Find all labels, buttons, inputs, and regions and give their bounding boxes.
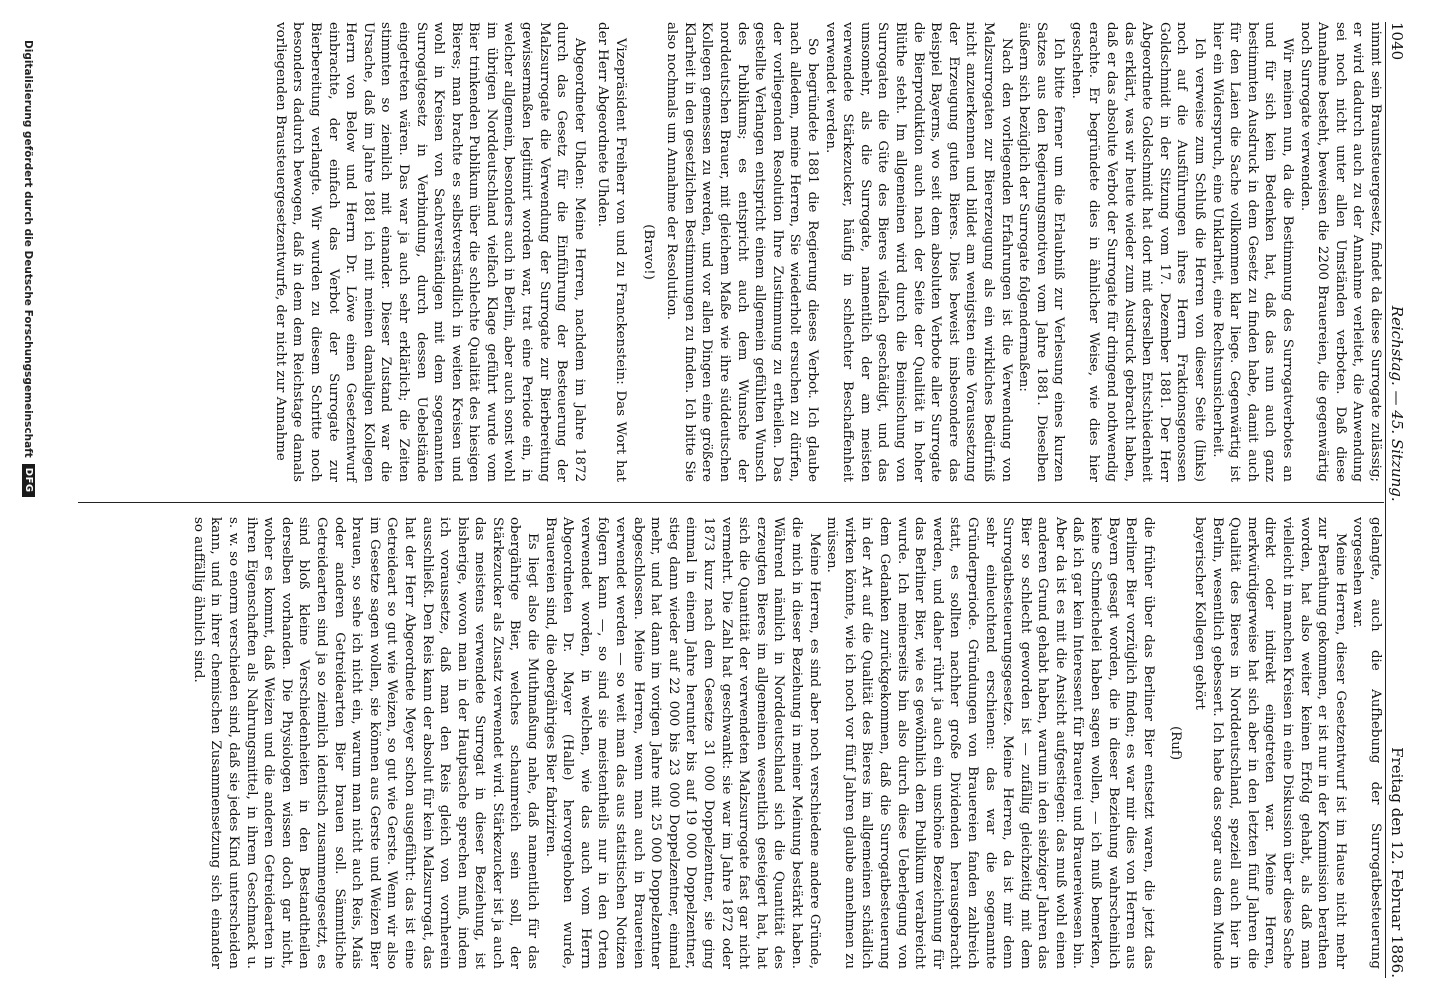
paragraph: Ich bitte ferner um die Erlaubniß zur Verlesung eines kurzen Satzes aus den Regierungsmotiven vom Jahre 1881. Dieselben äußern sich bezüglich der Surrogate folgendermaßen: — [1016, 22, 1067, 482]
paragraph: (Ruf) — [1168, 725, 1184, 761]
dfg-logo: DFG — [22, 464, 35, 497]
paragraph: Abgeordneter Uhden: Meine Herren, nachdem im Jahre 1872 durch das Gesetz für die Einführung der Besteuerung der Malzsurrogate die Verwendung der Surrogate zur Bierbereitung gewissermaßen legitimirt worden war, trat eine Periode ein, in welcher allgemein, besonders auch in Berlin, aber auch sonst wohl im übrigen Norddeutschland vielfach Klage geführt wurde vom Bier trinkenden Publikum über die schlechte Qualität des hiesigen Bieres; man brachte es selbstverständlich in weiten Kreisen und wohl in Kreisen von Sachverständigen mit dem sogenannten Surrogatgesetz in Verbindung, durch dessen Uebelstände eingetreten wären. Das war ja auch sehr erklärlich; die Zeiten stimmten so ziemlich mit einander. Dieser Zustand war die Ursache, daß im Jahre 1881 ich mit meinen damaligen Kollegen Herrn von Below und Herrn Dr. Löwe einen Gesetzentwurf einbrachte, der einfach das Verbot der Surrogate zur Bierbereitung verlangte. Wir wurden zu diesem Schritte noch besonders dadurch bewogen, daß in dem dem Reichstage damals vorliegenden Brausteuergesetzentwurfe, der nicht zur Annahme — [272, 22, 587, 482]
paragraph: (Bravo!) — [640, 224, 656, 280]
right-column — [78, 502, 1384, 969]
paragraph: nimmt sein Braunsteuergesetz, findet da diese Surrogate zulässig; er wird dadurch auch zu der Annahme verleitet, die Anwendung sei noch nicht unter allen Umständen verboten. Daß diese Annahme besteht, beweisen die 2200 Brauereien, die gegenwärtig noch Surrogate verwenden. — [1297, 22, 1383, 482]
left-column — [78, 22, 1384, 482]
paragraph: So begründete 1881 die Regierung dieses Verbot. Ich glaube nach alledem, meine Herren, Sie wiederholt ersuchen zu dürfen, der vorliegenden Resolution Ihre Zustimmung zu ertheilen. Das gestellte Verlangen entspricht einem allgemein gefühlten Wunsch des Publikums; es entspricht auch dem Wunsche der norddeutschen Brauer, mit gleichem Maße wie ihre süddeutschen Kollegen gemessen zu werden, und vor allen Dingen eine größere Klarheit in den gesetzlichen Bestimmungen zu finden. Ich bitte Sie also nochmals um Annahme der Resolution. — [664, 22, 820, 482]
digitization-credit — [22, 40, 35, 497]
session-title: Reichstag. — 45. Sitzung. — [1388, 305, 1406, 502]
credit-text: Digitalisierung gefördert durch die Deutsche Forschungsgemeinschaft — [22, 40, 35, 458]
page-number: 1040 — [1388, 22, 1406, 61]
paragraph: Ich verweise zum Schluß die Herren von dieser Seite (links) noch auf die Ausführungen ihres Herrn Fraktionsgenossen Goldschmidt in der Sitzung vom 17. Dezember 1881. Der Herr Abgeordnete Goldschmidt hat dort mit derselben Entschiedenheit das erklärt, was wir heute wieder zum Ausdruck gebracht haben, daß er das absolute Verbot der Surrogate für dringend nothwendig erachte. Er begründete dies in ähnlicher Weise, wie dies hier geschehen. — [1068, 22, 1208, 482]
page-header — [1385, 22, 1418, 978]
paragraph: Meine Herren, es sind aber noch verschiedene andere Gründe, die mich in dieser Beziehung in meiner Meinung bestärkt haben. Während nämlich in Norddeutschland sich die Quantität des erzeugten Bieres im allgemeinen wesentlich gesteigert hat, hat sich die Quantität der verwendeten Malzsurrogate fast gar nicht vermehrt. Die Zahl hat geschwankt: sie war im Jahre 1872 oder 1873 kurz nach dem Gesetze 31 000 Doppelzentner, sie ging einmal in einem Jahre herunter bis auf 19 000 Doppelzentner, stieg dann wieder auf 22 000 bis 23 000 Doppelzentner, einmal mehr, und hat dann im vorigen Jahre mit 25 000 Doppelzentner abgeschlossen. Meine Herren, wenn man auch in Brauereien verwendet werden — so weit man das aus statistischen Notizen folgern kann —, so sind sie meistentheils nur in den Orten verwendet worden, in welchen, wie das auch vom Herrn Abgeordneten Dr. Mayer (Halle) hervorgehoben wurde, Brauereien sind, die obergähriges Bier fabriziren. — [542, 517, 822, 969]
paragraph: Es liegt also die Muthmaßung nahe, daß namentlich für das obergährige Bier, welches schaumreich sein soll, der Stärkezucker als Zusatz verwendet wird. Stärkezucker ist ja auch das meistens verwendete Surrogat in dieser Beziehung, ist bisherige, wovon man in der Hauptsache sprechen muß, indem ich voraussetze, daß man den Reis gleich von vornherein ausschließt. Den Reis kann der absolut für kein Malzsurrogat, das hat der Herr Abgeordnete Meyer schon ausgeführt: das ist eine Getreideart so gut wie Weizen, so gut wie Gerste. Wenn wir also im Gesetze sagen wollen, sie können aus Gerste und Weizen Bier brauen, so sehe ich nicht ein, warum man nicht auch Reis, Mais oder anderen Getreidearten Bier brauen soll. Sämmtliche Getreidearten sind ja so ziemlich identisch zusammengesetzt, es sind bloß kleine Verschiedenheiten in den Bestandtheilen derselben vorhanden. Die Physiologen wissen doch gar nicht, woher es kommt, daß Weizen und die anderen Getreidearten in ihren Eigenschaften als Nahrungsmittel, in ihrem Geschmack u. s. w. so enorm verschieden sind, daß sie jedes Kind unterscheiden kann, und in ihrer chemischen Zusammensetzung sich einander so auffällig ähnlich sind. — [190, 517, 541, 969]
paragraph: Vizepräsident Freiherr von und zu Franckenstein: Das Wort hat der Herr Abgeordnete Uhden. — [595, 22, 629, 482]
paragraph: Nach den vorliegenden Erfahrungen ist die Verwendung von Malzsurrogaten zur Biererzeugung als ein wirkliches Bedürfniß nicht anzuerkennen und bildet am wenigsten eine Voraussetzung der Erzeugung guten Bieres. Dies beweist insbesondere das Beispiel Bayerns, wo seit dem absoluten Verbote aller Surrogate die Bierproduktion auch nach der Seite der Qualität in hoher Blüthe steht. Im allgemeinen wird durch die Beimischung von Surrogaten die Güte des Bieres vielfach geschädigt, und das umsomehr, als die Surrogate, namentlich der am meisten verwendete Stärkezucker, häufig in schlechter Beschaffenheit verwendet werden. — [822, 22, 1014, 482]
paragraph: Wir meinen nun, da die Bestimmung des Surrogatverbotes an und für sich kein Bedenken hat, daß das nun auch ganz bestimmten Ausdruck in dem Gesetz zu finden habe, damit auch für den Laien die Sache vollkommen klar liege. Gegenwärtig ist hier ein Widerspruch, eine Unklarheit, eine Rechtsunsicherheit. — [1209, 22, 1296, 482]
paragraph: Meine Herren, dieser Gesetzentwurf ist im Hause nicht mehr zur Berathung gekommen, er ist nur in der Kommission berathen worden, hat also weiter keinen Erfolg gehabt, als daß man vielleicht in manchen Kreisen in eine Diskussion über diese Sache direkt oder indirekt eingetreten war. Meine Herren, merkwürdigerweise hat sich aber in den letzten fünf Jahren die Qualität des Bieres in Norddeutschland, speziell auch hier in Berlin, wesentlich gebessert. Ich habe das sogar aus dem Munde bayerischer Kollegen gehört — [1192, 517, 1348, 969]
session-date: Freitag den 12. Februar 1886. — [1388, 747, 1406, 978]
paragraph: gelangte, auch die Aufhebung der Surrogatbesteuerung vorgesehen war. — [1350, 517, 1383, 969]
paragraph: die früher über das Berliner Bier entsetzt waren, die jetzt das Berliner Bier vorzüglich finden; es war mir dies von Herren aus Bayern gesagt worden, die in dieser Beziehung wahrscheinlich keine Schmeichelei haben sagen wollen, — ich muß bemerken, daß ich gar kein Interessent für Brauerei und Brauereiwesen bin. Aber da ist es mit die Ansicht aufgestiegen: das muß wohl einen anderen Grund gehabt haben, warum in den siebziger Jahren das Bier so schlecht geworden ist — zufällig gleichzeitig mit dem Surrogatbesteuerungsgesetze. Meine Herren, da ist mir denn sehr einleuchtend erschienen: das war die sogenannte Gründerperiode. Gründungen von Brauereien fanden zahlreich statt, es sollten nachher große Dividenden herausgebracht werden, und daher rührt ja auch ein unschöne Bezeichnung für das Berliner Bier, wie es gewöhnlich dem Publikum verabreicht wurde. Ich meinerseits bin also durch diese Ueberlegung von dem Gedanken zurückgekommen, daß die Surrogatbesteuerung in der Art auf die Qualität des Bieres im allgemeinen schädlich wirken könnte, wie ich noch vor fünf Jahren glaube annehmen zu müssen. — [824, 517, 1156, 969]
